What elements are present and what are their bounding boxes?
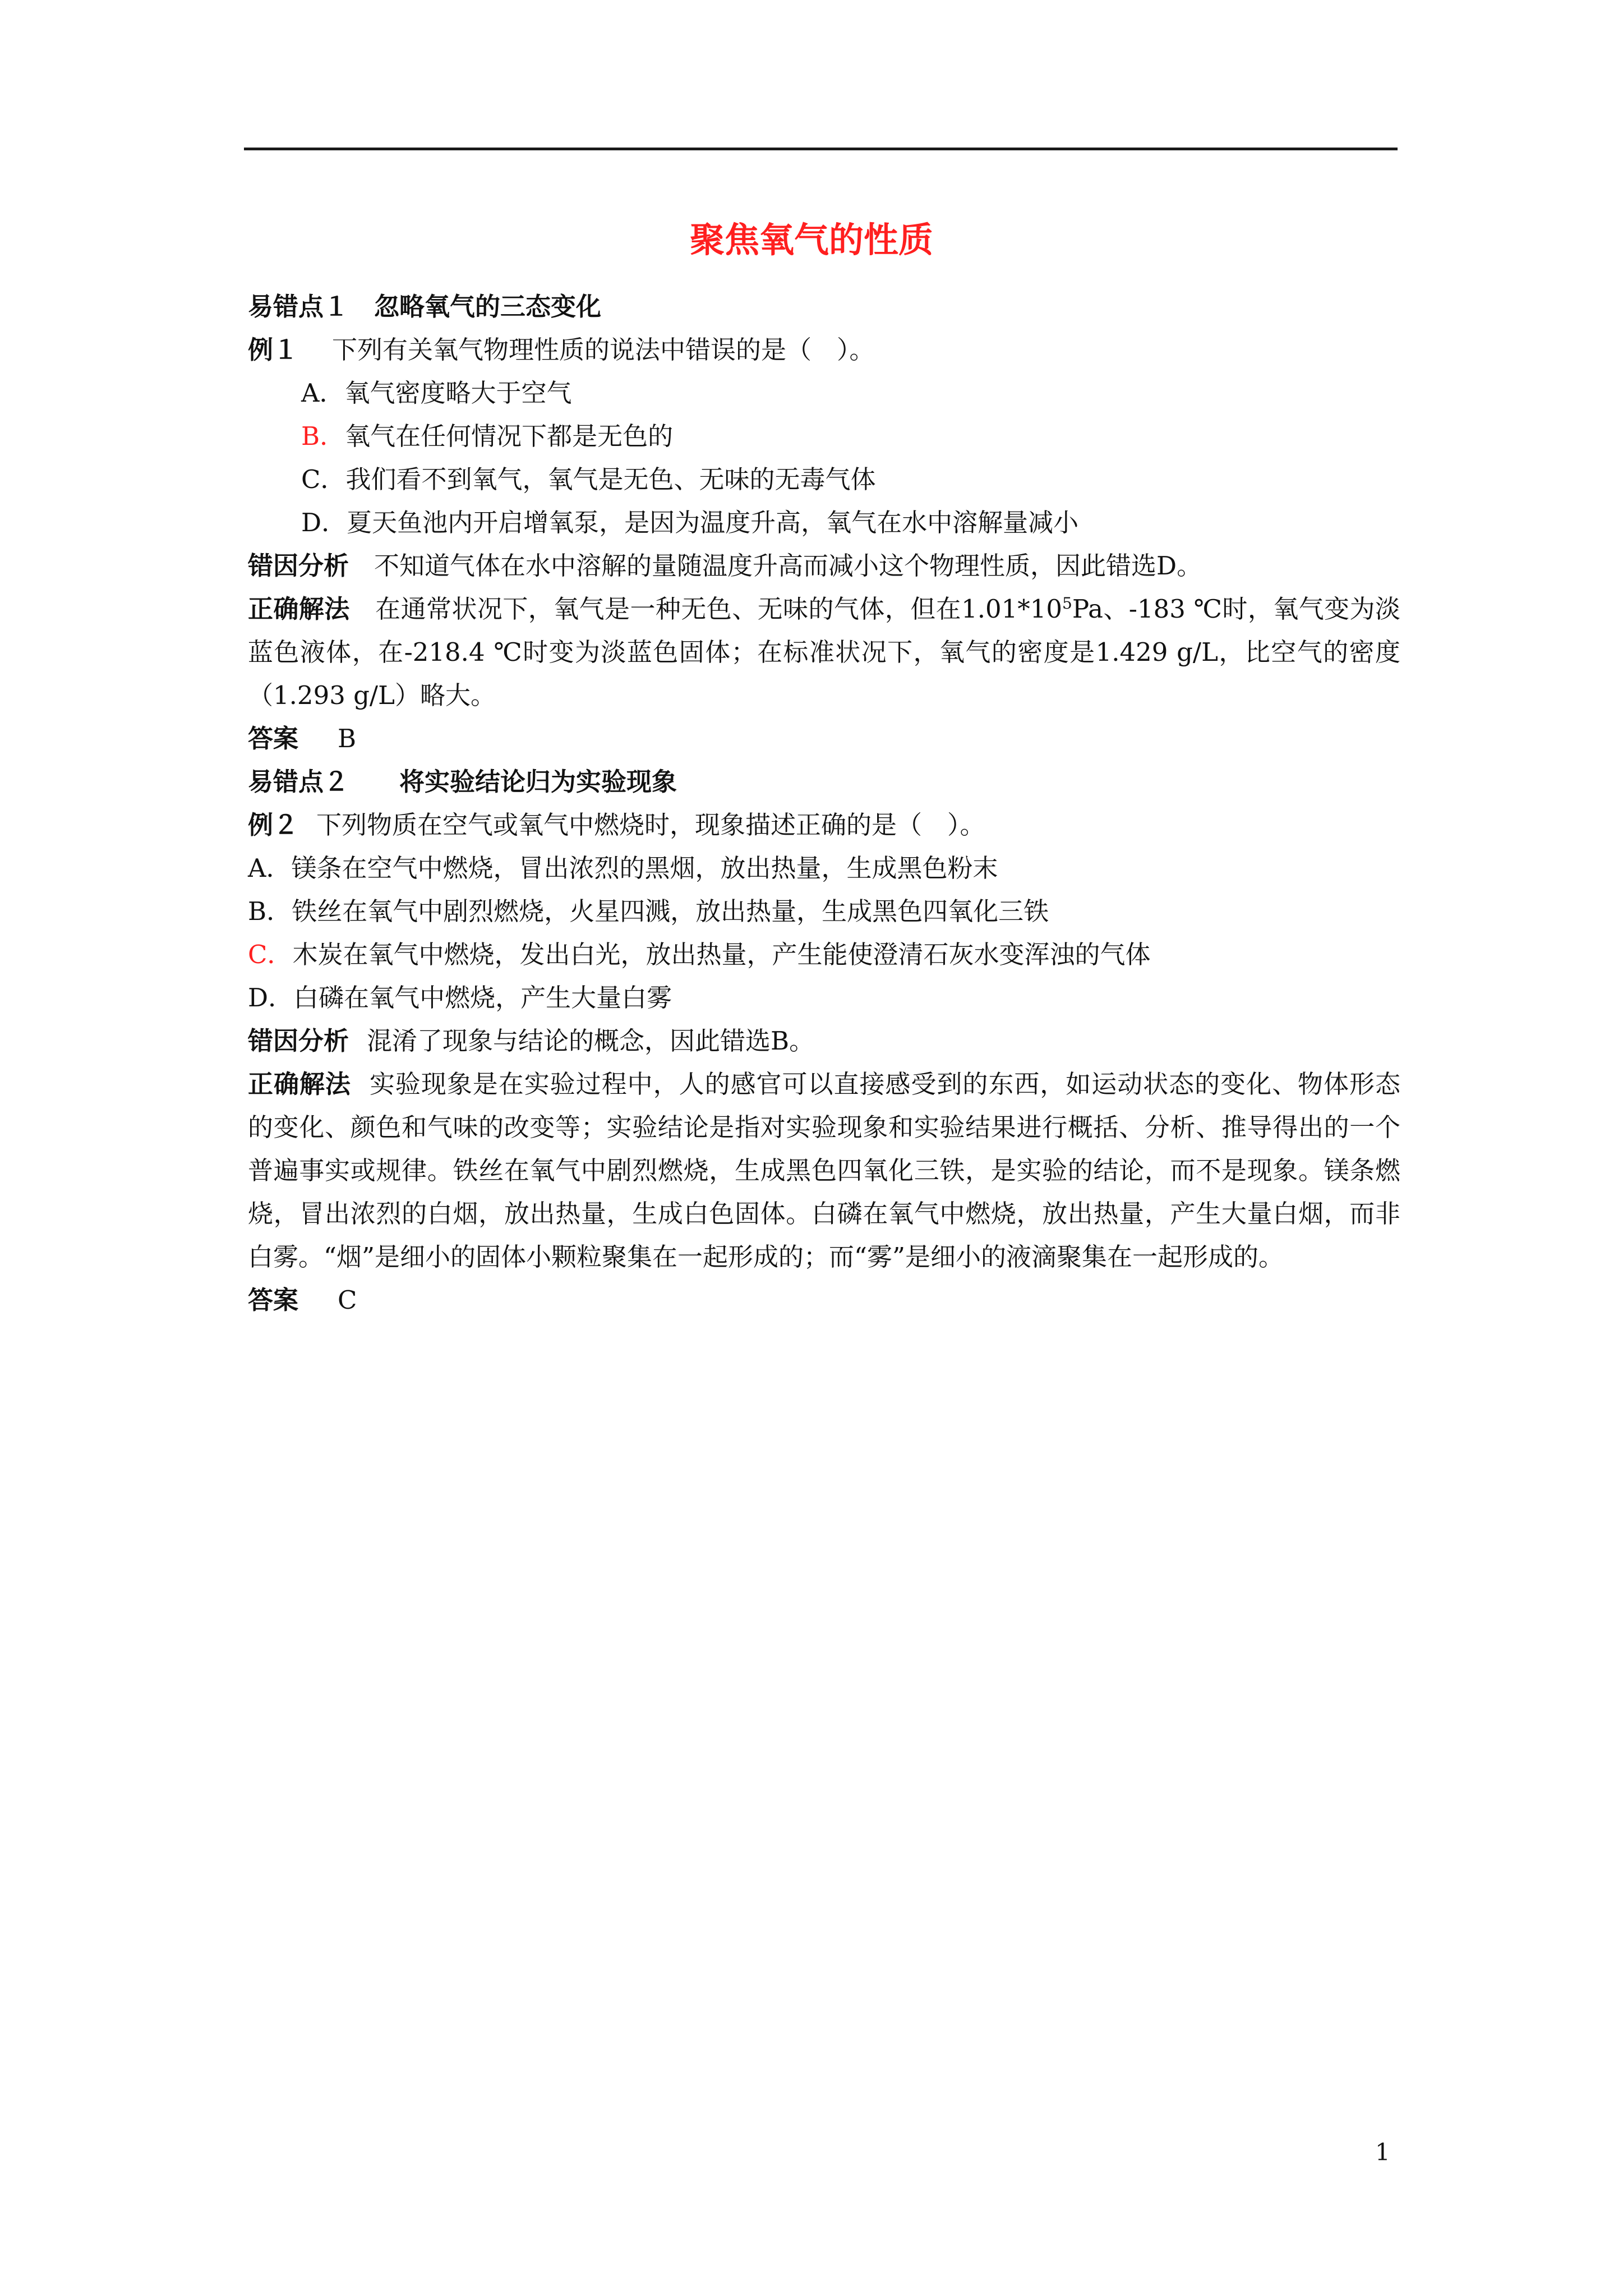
option-letter-correct: C．	[248, 940, 293, 969]
example-2-label: 例２	[248, 810, 299, 840]
error-cause-text: 不知道气体在水中溶解的量随温度升高而减小这个物理性质，因此错选D。	[374, 551, 1202, 581]
example-1-error-cause	[248, 544, 1400, 587]
option-text: 木炭在氧气中燃烧，发出白光，放出热量，产生能使澄清石灰水变浑浊的气体	[292, 940, 1151, 969]
example-2-option-c	[248, 933, 1400, 976]
example-1-option-b	[248, 415, 1400, 458]
section-2-heading	[248, 760, 1400, 803]
example-2-answer	[248, 1278, 1400, 1322]
option-letter: B．	[248, 896, 292, 926]
answer-value: B	[338, 724, 357, 753]
correct-method-label: 正确解法	[248, 594, 350, 624]
correct-method-text-b: Pa、-183 ℃时，氧气变为淡蓝色液体，在-218.4 ℃时变为淡蓝色固体；在标准状况下，氧气的密度是1.429 g/L，比空气的密度（1.293 g/L）略大。	[248, 594, 1400, 710]
correct-method-label: 正确解法	[248, 1069, 351, 1099]
header-rule	[244, 148, 1398, 150]
example-2-text: 下列物质在空气或氧气中燃烧时，现象描述正确的是（ ）。	[316, 810, 985, 840]
error-cause-label: 错因分析	[248, 1026, 349, 1056]
example-2-question	[248, 803, 1400, 846]
option-text: 氧气在任何情况下都是无色的	[345, 421, 674, 451]
option-text: 镁条在空气中燃烧，冒出浓烈的黑烟，放出热量，生成黑色粉末	[291, 853, 998, 883]
option-letter: A．	[248, 853, 292, 883]
example-2-correct-method	[248, 1062, 1400, 1278]
example-2-option-d	[248, 976, 1400, 1019]
example-1-answer	[248, 717, 1400, 760]
option-letter: D．	[301, 508, 347, 537]
option-text: 氧气密度略大于空气	[344, 378, 572, 408]
example-1-question	[248, 328, 1400, 371]
page-number: 1	[1375, 2138, 1390, 2166]
error-cause-text: 混淆了现象与结论的概念，因此错选B。	[367, 1026, 815, 1056]
section-2-title: 将实验结论归为实验现象	[399, 767, 677, 797]
example-1-text: 下列有关氧气物理性质的说法中错误的是（ ）。	[332, 335, 875, 365]
example-2-error-cause	[248, 1019, 1400, 1062]
example-1-label: 例１	[248, 335, 299, 365]
answer-label: 答案	[248, 1285, 299, 1315]
option-letter-correct: B．	[301, 421, 345, 451]
error-cause-label: 错因分析	[248, 551, 349, 581]
example-1-option-a	[248, 371, 1400, 415]
section-1-label: 易错点１	[248, 292, 349, 321]
example-2-option-a	[248, 846, 1400, 890]
option-text: 铁丝在氧气中剧烈燃烧，火星四溅，放出热量，生成黑色四氧化三铁	[292, 896, 1049, 926]
option-letter: C．	[301, 464, 346, 494]
option-text: 夏天鱼池内开启增氧泵，是因为温度升高，氧气在水中溶解量减小	[347, 508, 1079, 537]
page-title: 聚焦氧气的性质	[689, 219, 933, 260]
section-2-label: 易错点２	[248, 767, 349, 797]
answer-value: C	[338, 1285, 357, 1315]
example-1-option-d	[248, 501, 1400, 544]
option-text: 白磷在氧气中燃烧，产生大量白雾	[293, 983, 672, 1013]
answer-label: 答案	[248, 724, 299, 753]
option-letter: D．	[248, 983, 294, 1013]
option-letter: A．	[301, 378, 345, 408]
correct-method-text-a: 在通常状况下，氧气是一种无色、无味的气体，但在1.01*10	[375, 594, 1063, 624]
example-1-correct-method	[248, 587, 1400, 717]
section-1-heading	[248, 285, 1400, 328]
exponent: 5	[1062, 594, 1072, 613]
correct-method-text: 实验现象是在实验过程中，人的感官可以直接感受到的东西，如运动状态的变化、物体形态的变化、颜色和气味的改变等；实验结论是指对实验现象和实验结果进行概括、分析、推导得出的一个普遍事实或规律。铁丝在氧气中剧烈燃烧，生成黑色四氧化三铁，是实验的结论，而不是现象。镁条燃烧，冒出浓烈的白烟，放出热量，生成白色固体。白磷在氧气中燃烧，放出热量，产生大量白烟，而非白雾。“烟”是细小的固体小颗粒聚集在一起形成的；而“雾”是细小的液滴聚集在一起形成的。	[248, 1069, 1400, 1272]
example-2-option-b	[248, 890, 1400, 933]
example-1-option-c	[248, 458, 1400, 501]
section-1-title: 忽略氧气的三态变化	[374, 292, 602, 321]
document-body	[248, 285, 1400, 1322]
option-text: 我们看不到氧气，氧气是无色、无味的无毒气体	[345, 464, 876, 494]
